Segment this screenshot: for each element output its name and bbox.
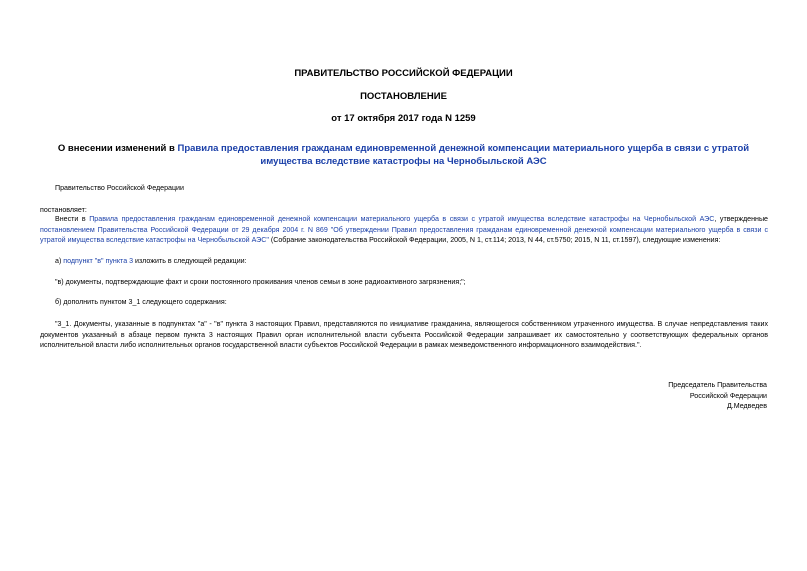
signature-block (567, 380, 767, 412)
document-type: ПОСТАНОВЛЕНИЕ (360, 91, 447, 102)
rules-link[interactable]: Правила предоставления гражданам единовременной денежной компенсации материального ущерба в связи с утратой имущества вследствие катастрофы на Чернобыльской АЭС (89, 215, 715, 223)
pa-suffix: изложить в следующей редакции: (133, 257, 247, 265)
p1-text-c: (Собрание законодательства Российской Федерации, 2005, N 1, ст.114; 2013, N 44, ст.5750; 2015, N 11, ст.1597), следующие изменения: (268, 236, 721, 244)
government-header: ПРАВИТЕЛЬСТВО РОССИЙСКОЙ ФЕДЕРАЦИИ (294, 68, 513, 79)
p1-text-a: Внести в (55, 215, 90, 223)
intro-paragraph: Правительство Российской Федерации (55, 184, 184, 192)
quote-clause-3-1: "3_1. Документы, указанные в подпунктах "а" - "в" пункта 3 настоящих Правил, представляются по инициативе гражданина, являющегося собственником утраченного имущества. В случае непредставления таких документов указанный в абзаце первом пункта 3 настоящих Правил орган исполнительной власти субъекта Российской Федерации запрашивает их самостоятельно у соответствующих федеральных органов исполнительной власти либо исполнительных органов государственной власти субъектов Российской Федерации в рамках межведомственного информационного взаимодействия.". (40, 320, 768, 349)
paragraph-amendments (40, 214, 768, 246)
p1-text-b: , утвержденные (714, 215, 768, 223)
title-rules-link[interactable]: Правила предоставления гражданам единовременной денежной компенсации материального ущерба в связи с утратой имущества вследствие катастрофы на Чернобыльской АЭС (177, 143, 750, 167)
title-prefix: О внесении изменений в (57, 143, 178, 154)
signature-title-line2: Российской Федерации (689, 391, 767, 400)
signature-name: Д.Медведев (726, 402, 767, 410)
paragraph-a (40, 256, 768, 267)
paragraph-b: б) дополнить пунктом 3_1 следующего содержания: (55, 298, 227, 306)
document-date: от 17 октября 2017 года N 1259 (331, 113, 476, 124)
document-title (40, 142, 767, 168)
resolution-869-link[interactable]: постановлением Правительства Российской Федерации от 29 декабря 2004 г. N 869 "Об утверждении Правил предоставления гражданам единовременной денежной компенсации материального ущерба в связи с утратой имущества вследствие катастрофы на Чернобыльской АЭС" (40, 225, 768, 244)
quote-subclause-v: "в) документы, подтверждающие факт и сроки постоянного проживания членов семьи в зоне радиоактивного загрязнения;"; (55, 278, 466, 286)
signature-title-line1: Председатель Правительства (668, 381, 767, 389)
pa-prefix: а) (55, 257, 64, 265)
resolves-paragraph: постановляет: (40, 206, 87, 214)
subclause-v-link[interactable]: подпункт "в" пункта 3 (63, 257, 134, 265)
